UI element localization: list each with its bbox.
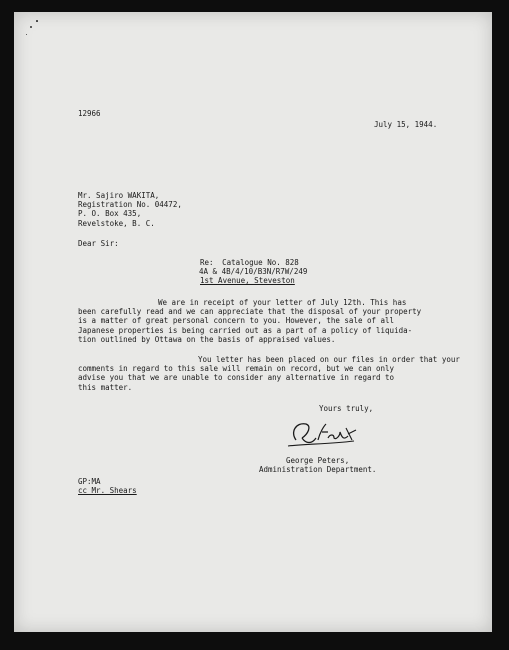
paragraph-line: advise you that we are unable to consider any alternative in regard to (78, 373, 395, 383)
paragraph-line: this matter. (78, 382, 133, 392)
address-line: Revelstoke, B. C. (78, 218, 155, 228)
signer-department: Administration Department. (259, 465, 377, 474)
paragraph-line: tion outlined by Ottawa on the basis of appraised values. (78, 334, 336, 344)
letter-date: July 15, 1944. (374, 120, 438, 129)
paragraph-line: We are in receipt of your letter of July 12th. This has (158, 298, 407, 307)
address-line: Registration No. 04472, (78, 200, 182, 210)
paragraph-line: Japanese properties is being carried out as a part of a policy of liquida- (78, 325, 413, 335)
cc-line: cc Mr. Shears (78, 486, 137, 495)
reference-catalogue: Catalogue No. 828 (222, 258, 299, 267)
paragraph-line: is a matter of great personal concern to you. However, the sale of all (78, 316, 395, 326)
paragraph-line: been carefully read and we can appreciate that the disposal of your property (78, 307, 422, 317)
paragraph-line: You letter has been placed on our files in order that your (198, 355, 460, 364)
file-number: 12966 (78, 109, 101, 118)
reference-location: 1st Avenue, Steveston (200, 276, 295, 286)
paragraph-line: comments in regard to this sale will remain on record, but we can only (78, 364, 395, 374)
body-paragraph-2 (78, 355, 460, 392)
typist-initials: GP:MA (78, 477, 101, 486)
letter-page (14, 12, 492, 632)
closing: Yours truly, (319, 404, 374, 413)
salutation: Dear Sir: (78, 239, 119, 248)
address-line: P. O. Box 435, (78, 209, 142, 219)
handwritten-signature (282, 414, 362, 456)
body-paragraph-1 (78, 298, 422, 344)
address-line: Mr. Sajiro WAKITA, (78, 191, 160, 200)
reference-block (200, 258, 307, 286)
reference-label: Re: (200, 258, 214, 267)
recipient-address (78, 191, 182, 228)
reference-lot: 4A & 4B/4/10/B3N/R7W/249 (199, 267, 308, 277)
signer-name: George Peters, (286, 456, 350, 465)
